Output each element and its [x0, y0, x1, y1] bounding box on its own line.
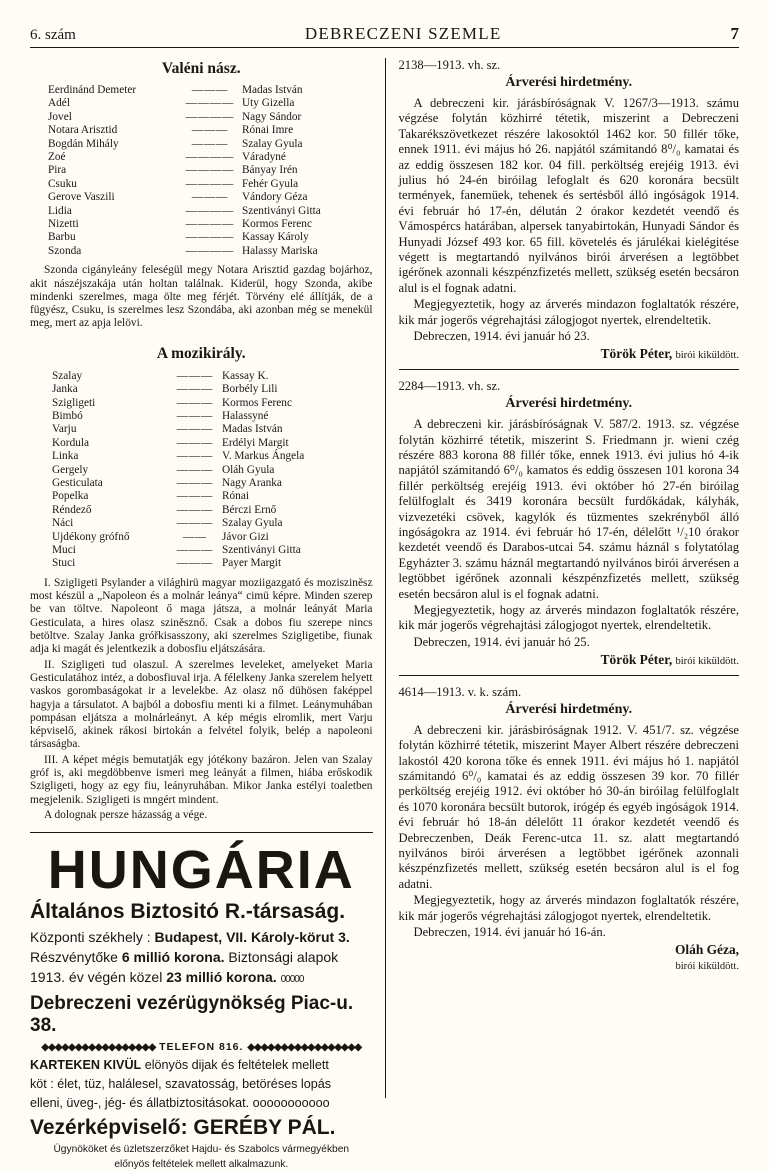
ad-headquarters-line: [30, 929, 373, 946]
signer-role: birói kiküldött.: [675, 350, 739, 362]
auction-notice: [399, 685, 740, 973]
cast-row: [30, 410, 373, 423]
ad-year-value: 23 millió korona.: [166, 969, 277, 986]
ad-cartel-line-1: [30, 1057, 373, 1073]
cast-actor: Kassay Károly: [242, 231, 309, 244]
cast-role: Adél: [48, 97, 70, 110]
cast-role: Szigligeti: [52, 396, 96, 409]
auction-notice: [399, 58, 740, 370]
ad-hq-value: Budapest, VII. Károly-körut 3.: [154, 929, 350, 946]
cast-row: [30, 97, 373, 110]
cast-row: [30, 218, 373, 231]
notice-note: Megjegyeztetik, hogy az árverés mindazon foglaltatók részére, kik már jogerős végrehajtási zálogjogot nyertek, elrendeltetik.: [398, 602, 739, 633]
cast-dash: — — —: [191, 137, 227, 150]
cast-actor: Erdélyi Margit: [222, 436, 289, 449]
notice-dateline: Debreczen, 1914. évi január hó 16-án.: [413, 925, 606, 940]
cast-dash: — — —: [176, 490, 212, 503]
cast-dash: — — —: [176, 450, 212, 463]
ad-capital-value: 6 millió korona.: [121, 949, 225, 966]
cast-dash: — — — —: [185, 177, 233, 190]
cast-row: [30, 231, 373, 244]
notice-signature: [399, 652, 740, 668]
cast-actor: Kormos Ferenc: [222, 396, 292, 409]
cast-row: [30, 490, 373, 503]
ad-year-label: 1913. év végén közel: [30, 969, 163, 986]
signer-role: birói kiküldött.: [675, 655, 739, 667]
cast-dash: — — — —: [185, 204, 233, 217]
notice-title: Árverési hirdetmény.: [505, 396, 633, 412]
cast-role: Csuku: [48, 177, 77, 190]
cast-role: Szalay: [52, 369, 83, 382]
cast-actor: Jávor Gizi: [222, 530, 269, 543]
cast-row: [30, 370, 373, 383]
notice-divider: [399, 675, 740, 676]
cast-row: [30, 84, 373, 97]
cast-dash: — — —: [176, 369, 212, 382]
notice-divider: [399, 369, 740, 370]
cast-row: [30, 124, 373, 137]
synopsis-valeni-nasz: Szonda cigányleány feleségül megy Notara Arisztid gazdag bojárhoz, akit nászéjszakája után holtan találnak. Kiderül, hogy Szonda, akibe mindenki szerelmes, maga ölte meg férjét. Törvény elé állítják, de a fügyész, Csuku, is szerelmes lesz Szondába, aki azonban még se menekül meg, mert az apja lelövi.: [30, 264, 373, 330]
ad-company-type: Általános Biztositó R.-társaság.: [30, 900, 346, 924]
signer-name: Török Péter,: [600, 346, 673, 362]
synopsis-part-2: II. Szigligeti tud olaszul. A szerelmes leveleket, amelyeket Maria Gesticulatához intéz, a dobosfiuval irja. A félelkeny Janka szerelem helyett vaskos gorombaságokat ir a levelekbe. Az olasz nő dühösen faképpel hagyja a társulatot. A bajból a dobosfiu menti ki a filmet. Leánymuhában pompásan eljátsza a molnárleányt. A kép mégis elromlik, mert Varju képviselő, akinek rákosi birtokán a felvétel folyik, belép a napoleoni társaságba.: [30, 658, 373, 751]
cast-row: [30, 151, 373, 164]
cast-list-mozikiraly: [30, 370, 373, 571]
cast-role: Gesticulata: [52, 477, 103, 490]
cast-row: [30, 245, 373, 258]
cast-actor: Rónai: [222, 490, 249, 503]
cast-dash: — — — —: [185, 164, 233, 177]
cast-actor: V. Markus Ángela: [222, 450, 305, 463]
case-number: 4614—1913. v. k. szám.: [398, 684, 522, 699]
cast-row: [30, 544, 373, 557]
cast-dash: — — —: [176, 544, 212, 557]
cast-dash: — — —: [176, 517, 212, 530]
cast-actor: Rónai Imre: [242, 124, 294, 137]
notice-body: A debreczeni kir. járásbíróságnak V. 1267/3—1913. számu végzése folytán közhirré tétetik, miszerint a Debreczeni Takarékszövetkezet részére lakosoktól 1462 kor. 50 fillér tőke, ennek 1911. évi május hó 26. napjától számitandó 8⁰/₀ kamatai és az eddig összesen 182 kor. 04 fill. perköltség erejéig 1913. évi julius hó 24-én biróilag lefoglalt és 620 koronára becsült termények, fanemüek, tehenek és sertésből álló ingóságok 1914. évi február hó 17-én, délután 2 órakor kezdetét veendő és Vámospércs határában, alpersek tanyabirtokán, Hunyadi Sándor és Hunyadi József 493 kor. 65 fill. követelés és járulékai kielégitése végett is megtartandó nyilvános birói árverésen a legtöbbet igérőnek azonnali készpénzfizetés mellett, szükség esetén becsáron alul is el fognak adatni.: [398, 96, 739, 295]
cast-dash: — — —: [176, 557, 212, 570]
cast-actor: Vándory Géza: [242, 191, 308, 204]
cast-row: [30, 164, 373, 177]
signer-name: Oláh Géza,: [675, 942, 739, 958]
cast-actor: Szentiványi Gitta: [222, 544, 301, 557]
section-title-mozikiraly: A mozikirály.: [156, 344, 246, 362]
cast-dash: — —: [182, 530, 206, 543]
running-head: [30, 24, 739, 47]
cast-actor: Uty Gizella: [242, 97, 295, 110]
cast-dash: — — —: [191, 124, 227, 137]
cast-row: [30, 397, 373, 410]
notice-body: A debreczeni kir. járásbiróságnak 1912. V. 451/7. sz. végzése folytán közhirré tétetik, miszerint Mayer Albert részére debreczeni lakostól 420 korona tőke és ennek 1911. évi május hó 1. napjától számitandó 6⁰/₀ kamatai és az eddig összesen 39 kor. 70 fillér perköltség erejéig 1912. évi október hó 30-án biróilag felülfoglalt és 1070 koronára becsült butorok, irógép és egyéb ingóságok 1914. évi február hó 18-án délelőtt 11 órakor kezdetét veendő és Debreczenben, Deák Ferenc-utca 11. sz. alatt megtartandó nyilvános birói árverésen a legtöbbet igérőnek azonnali készpénzfizetés mellett, szükség esetén becsáron alul is el fog adatni.: [398, 722, 739, 891]
cast-role: Stuci: [52, 557, 76, 570]
cast-dash: — — —: [176, 396, 212, 409]
ad-telephone: TELEFON 816.: [159, 1041, 244, 1054]
ad-agency-line: Debreczeni vezérügynökség Piac-u. 38.: [30, 993, 354, 1037]
ad-dots-right: ◆◆◆◆◆◆◆◆◆◆◆◆◆◆◆◆◆: [247, 1042, 362, 1054]
cast-role: Lidia: [48, 204, 72, 217]
cast-actor: Szalay Gyula: [222, 517, 283, 530]
synopsis-part-1: I. Szigligeti Psylander a világhirü magyar moziigazgató és mozisziněsz most készül a „Napoleon és a molnár leánya“ cimü képre. Minden szerep be van töltve. Napoleont ő maga játsza, a molnár leányát Maria Gesticulata, a hires olasz sziněsznő. Csak a dobos fiu szerepe nincs betöltve. Szalay Janka gróřkisasszony, aki szerelmes Szigligetibe, fiunak adja ki magát és jelentkezik a dobosfiu eljátszására.: [30, 576, 373, 656]
cast-dash: — — — —: [185, 97, 233, 110]
cast-actor: Kassay K.: [222, 369, 269, 382]
ad-cartel-line-2: köt : élet, tüz, halálesel, szavatosság, betöréses lopás: [30, 1077, 332, 1092]
cast-actor: Szentiványi Gitta: [242, 204, 321, 217]
ad-capital-line: [30, 949, 373, 966]
notice-dateline: Debreczen, 1914. évi január hó 23.: [413, 329, 590, 344]
notice-signature: [399, 942, 740, 973]
left-column: [30, 58, 385, 1171]
cast-row: [30, 517, 373, 530]
cast-list-valeni-nasz: [30, 84, 373, 258]
cast-role: Janka: [52, 383, 78, 396]
cast-actor: Szalay Gyula: [242, 137, 303, 150]
cast-role: Eerdinánd Demeter: [48, 84, 137, 96]
cast-role: Muci: [52, 544, 76, 557]
advertisement-hungaria[interactable]: [30, 832, 373, 1171]
ad-year-line: [30, 969, 373, 988]
cast-role: Kordula: [52, 436, 90, 449]
publication-title: DEBRECZENI SZEMLE: [304, 24, 502, 43]
cast-row: [30, 437, 373, 450]
issue-number: 6. szám: [30, 27, 76, 43]
cast-role: Linka: [52, 450, 79, 463]
cast-dash: — — — —: [185, 151, 233, 164]
cast-actor: Nagy Aranka: [222, 477, 282, 490]
cast-row: [30, 423, 373, 436]
cast-dash: — — —: [191, 191, 227, 204]
signer-name: Török Péter,: [600, 651, 673, 667]
cast-dash: — — —: [176, 463, 212, 476]
ad-brand-name: HUNGÁRIA: [47, 840, 355, 901]
cast-actor: Oláh Gyula: [222, 463, 275, 476]
cast-role: Zoé: [48, 151, 66, 164]
column-container: [30, 58, 739, 1171]
cast-row: [30, 178, 373, 191]
cast-dash: — — —: [176, 423, 212, 436]
cast-row: [30, 557, 373, 570]
cast-row: [30, 450, 373, 463]
cast-actor: Nagy Sándor: [242, 110, 302, 123]
notice-title: Árverési hirdetmény.: [505, 701, 633, 717]
cast-actor: Váradyné: [242, 151, 286, 164]
cast-role: Szonda: [48, 244, 82, 257]
cast-actor: Halassyné: [222, 409, 269, 422]
cast-role: Varju: [52, 423, 77, 436]
notice-note: Megjegyeztetik, hogy az árverés mindazon foglaltatók részére, kik már jogerős végrehajtási zálogjogot nyertek, elrendeltetik.: [398, 297, 739, 327]
cast-role: Bimbó: [52, 409, 83, 422]
cast-row: [30, 111, 373, 124]
cast-actor: Payer Margit: [222, 557, 282, 570]
cast-dash: — — —: [191, 84, 227, 96]
cast-role: Náci: [52, 517, 74, 530]
ad-capital-post: Biztonsági alapok: [228, 949, 339, 966]
cast-role: Gergely: [52, 463, 89, 476]
cast-role: Ujdékony grófnő: [52, 530, 130, 543]
cast-row: [30, 477, 373, 490]
cast-actor: Kormos Ferenc: [242, 218, 312, 231]
cast-dash: — — — —: [185, 231, 233, 244]
cast-row: [30, 191, 373, 204]
cast-role: Bogdán Mihály: [48, 137, 119, 150]
cast-row: [30, 383, 373, 396]
notice-body: A debreczeni kir. járásbíróságnak V. 587/2. 1913. sz. végzése folytán közhirré tétetik, miszerint S. Friedmann jr. wieni czég részére 883 korona 88 fillér tőke, ennek 1913. évi julius hó 4-ik napjától számitandó 6⁰/₀ kamatos és eddig összesen 101 korona 34 fillér perköltség erejéig 1913. évi október hó 27-én biróilag felülfoglalt és 3419 koronára becsült furdőkádak, kályhák, vizvezetéki csövek, kagylók és tüzmentes szekrényből álló ingóságokra az 1914. évi február hó 17-én, délelőtt ¹/₂10 órakor kezdetét veendő és Darabos-utcai 54. számu háznál s folytatólag Egyházter 3. számu háznál megtartandó nyilvános birói árverésen a legtöbbet igérőnek azonnali készpénzfizetés mellett, szükség esetén becsáron alul is el fognak adatni.: [398, 417, 739, 601]
cast-row: [30, 205, 373, 218]
cast-actor: Bányay Irén: [242, 164, 298, 177]
ad-cartel-line-3: elleni, üveg-, jég- és állatbiztositásokat. ooooooooooo: [30, 1096, 330, 1111]
cast-dash: — — —: [176, 503, 212, 516]
cast-actor: Madas István: [222, 423, 283, 436]
cast-row: [30, 464, 373, 477]
notice-dateline: Debreczen, 1914. évi január hó 25.: [413, 634, 590, 649]
cast-role: Popelka: [52, 490, 89, 503]
cast-role: Pira: [48, 164, 67, 177]
ad-telephone-line: [30, 1041, 373, 1053]
cast-role: Notara Arisztid: [48, 124, 118, 137]
cast-dash: — — —: [176, 436, 212, 449]
notice-title: Árverési hirdetmény.: [505, 75, 633, 90]
cast-role: Barbu: [48, 231, 76, 244]
page-number: 7: [730, 24, 739, 43]
ad-chief-representative: Vezérképviselő: GERÉBY PÁL.: [30, 1116, 336, 1140]
cast-actor: Madas István: [242, 84, 303, 96]
cast-dash: — — —: [176, 409, 212, 422]
cast-dash: — — — —: [185, 110, 233, 123]
ad-year-zeros: 00000: [280, 974, 304, 986]
cast-row: [30, 531, 373, 544]
cast-actor: Halassy Mariska: [242, 244, 318, 257]
head-divider: [30, 47, 739, 48]
cast-actor: Fehér Gyula: [242, 177, 299, 190]
notice-note: Megjegyeztetik, hogy az árverés mindazon foglaltatók részére, kik már jogerős végrehajtási zálogjogot nyertek, elrendeltetik.: [398, 893, 739, 923]
cast-role: Gerove Vaszili: [48, 191, 115, 204]
notice-signature: [399, 346, 740, 362]
cast-actor: Bérczi Ernő: [222, 503, 277, 516]
signer-role: birói kiküldött.: [675, 961, 739, 973]
auction-notice: [399, 379, 740, 676]
synopsis-part-3: III. A képet mégis bemutatják egy jótékony bazáron. Jelen van Szalay gróf is, aki megdöbbenve ismeri meg leányát a filmen, hiába erőskodik Szigligeti, hogy az egy fiu, leányruhában. Mikor Janka estélyi toaletben megjelenik. Szigligeti is mngért mindent.: [30, 753, 373, 806]
cast-dash: — — — —: [185, 244, 233, 257]
cast-dash: — — —: [176, 383, 212, 396]
ad-dots-left: ◆◆◆◆◆◆◆◆◆◆◆◆◆◆◆◆◆: [41, 1042, 156, 1054]
right-column: [385, 58, 740, 1098]
cast-row: [30, 138, 373, 151]
case-number: 2138—1913. vh. sz.: [398, 58, 501, 72]
cast-row: [30, 504, 373, 517]
section-title-valeni-nasz: Valéni nász.: [161, 60, 241, 77]
cast-role: Nizetti: [48, 218, 79, 231]
cast-actor: Borbély Lili: [222, 383, 278, 396]
ad-fineprint-line-2: előnyös feltételek mellett alkalmazunk.: [114, 1159, 289, 1171]
cast-role: Jovel: [48, 110, 72, 123]
ad-fineprint-line-1: Ügynököket és üzletszerzőket Hajdu- és Szabolcs vármegyékben: [53, 1144, 350, 1156]
cast-role: Réndező: [52, 503, 92, 516]
case-number: 2284—1913. vh. sz.: [398, 379, 501, 394]
ad-cartel-bold: KARTEKEN KIVÜL: [30, 1058, 142, 1073]
ad-hq-label: Központi székhely :: [30, 929, 151, 946]
synopsis-closing: A dolognak persze házasság a vége.: [44, 808, 208, 821]
cast-dash: — — —: [176, 477, 212, 490]
ad-cartel-rest: elönyös dijak és feltételek mellett: [144, 1058, 329, 1073]
ad-capital-label: Részvénytőke: [30, 949, 118, 966]
cast-dash: — — — —: [185, 218, 233, 231]
